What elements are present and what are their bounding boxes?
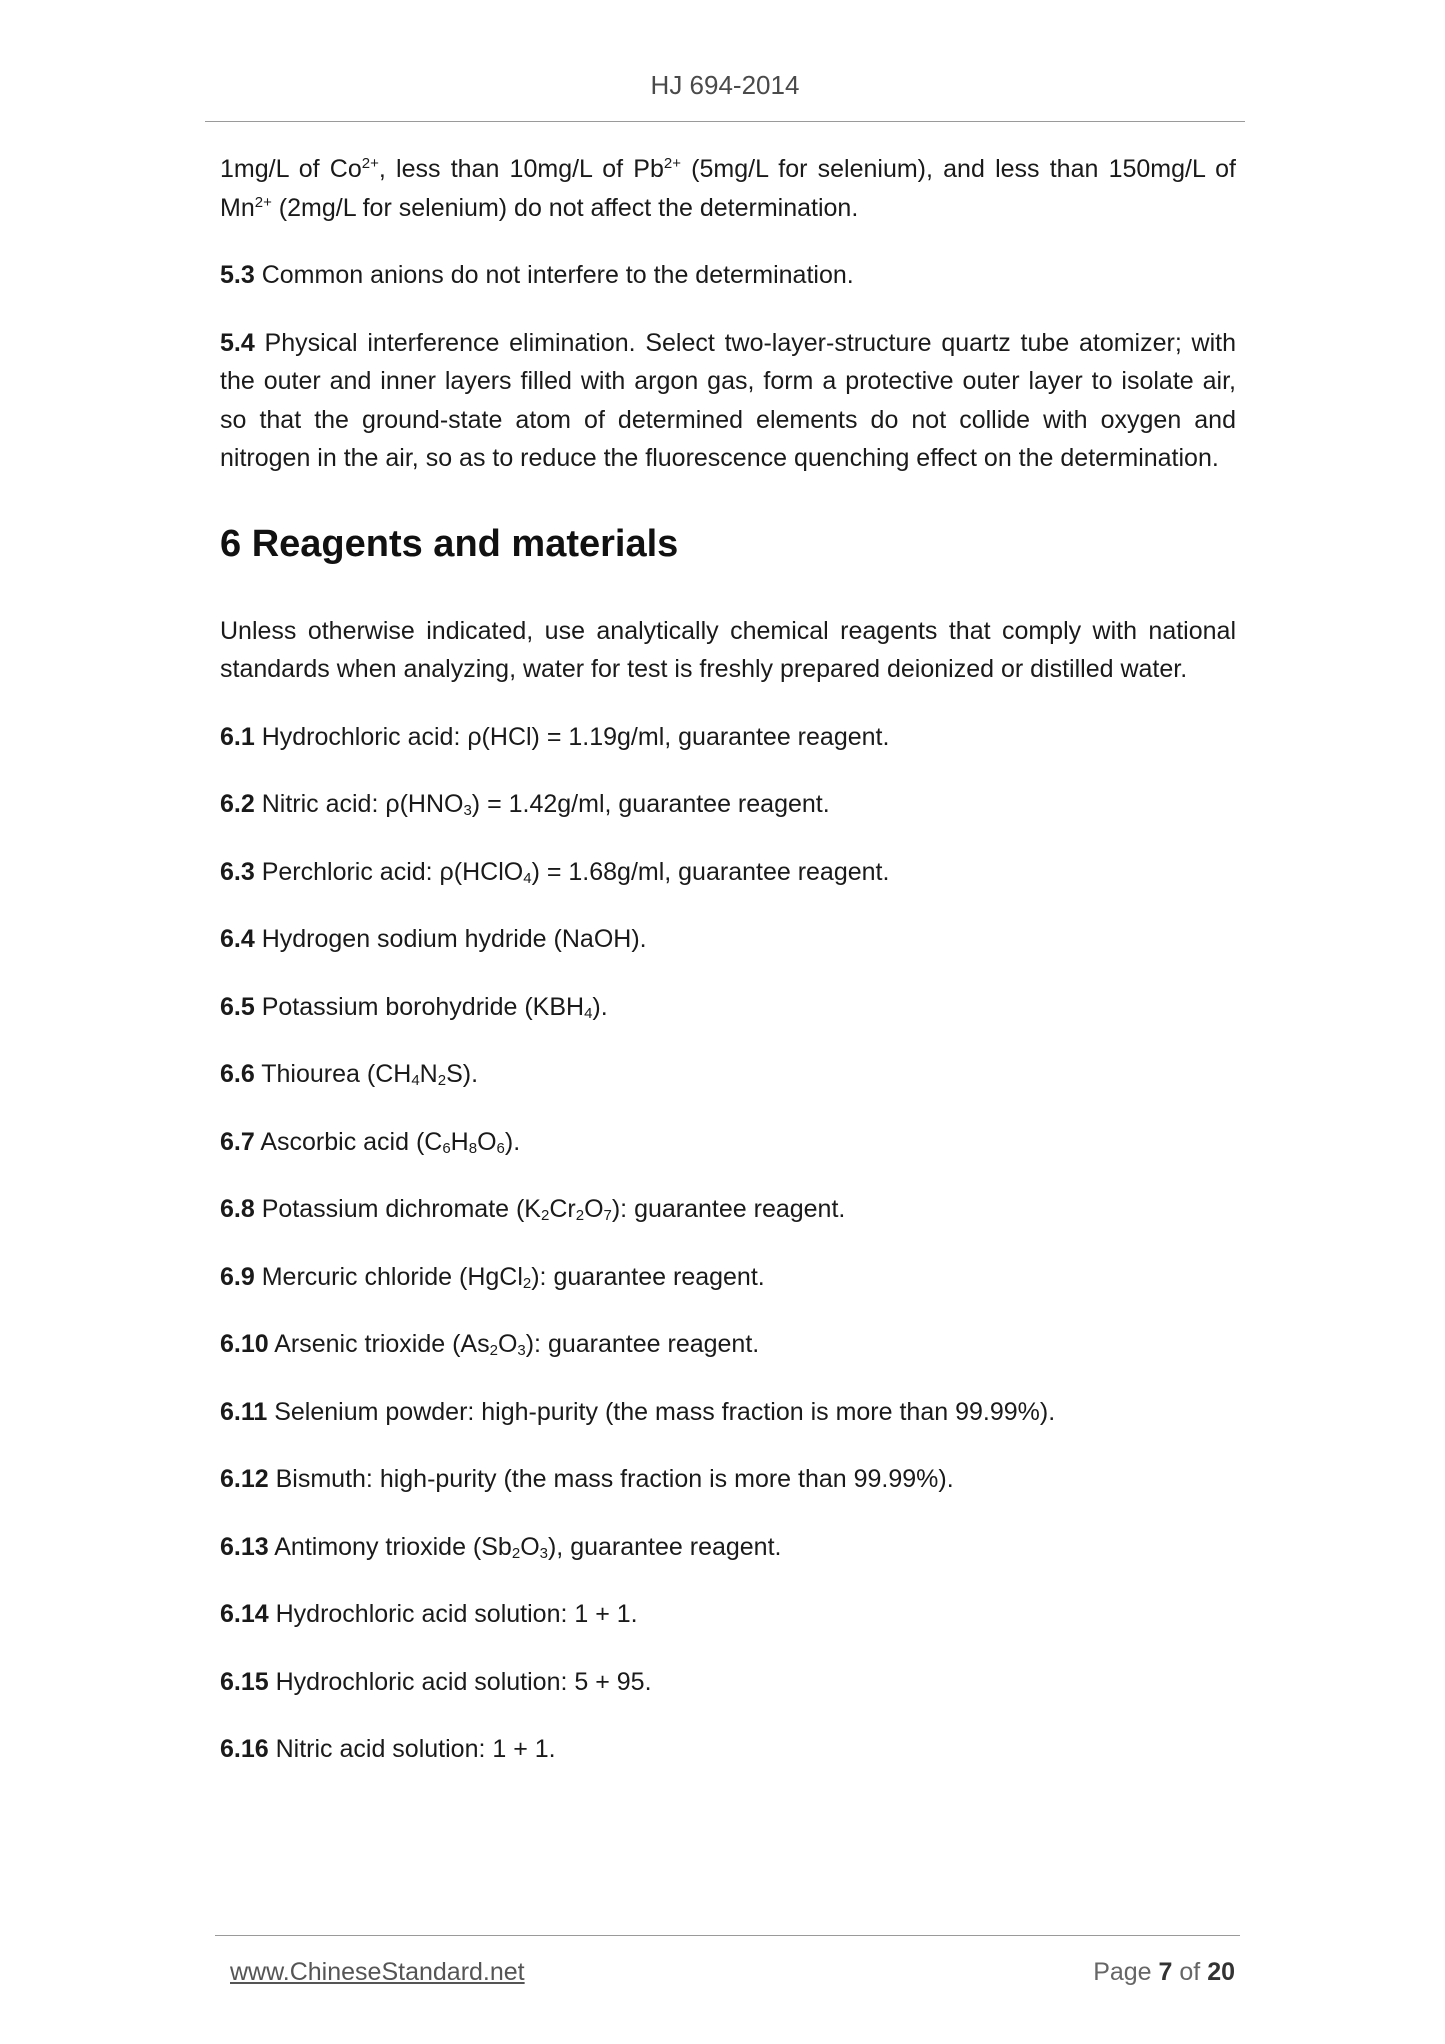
document-body xyxy=(220,150,1236,1798)
reagent-item-6-10: 6.10 Arsenic trioxide $(As_2O_3)$: guarantee reagent. xyxy=(220,1330,760,1359)
clause-5-3 xyxy=(220,256,1236,295)
header-divider xyxy=(205,121,1245,122)
current-page: 7 xyxy=(1158,1958,1173,1986)
section-6-intro: Unless otherwise indicated, use analytically chemical reagents that comply with national standards when analyzing, water for test is freshly prepared deionized or distilled water. xyxy=(220,616,1236,683)
website-link[interactable]: www.ChineseStandard.net xyxy=(230,1958,525,1986)
intro-paragraph: 1mg/L of $Co^{2+}$, less than 10mg/L of $Pb^{2+}$ (5mg/L for selenium), and less than 150mg/L of $Mn^{2+}$ (2mg/L for selenium) do not affect the determination. xyxy=(220,155,1236,222)
section-6-heading: 6 Reagents and materials xyxy=(220,522,679,565)
reagent-item-6-12: 6.12 Bismuth: high-purity (the mass fraction is more than 99.99%). xyxy=(220,1465,954,1493)
footer-divider xyxy=(215,1935,1240,1936)
reagent-item-6-5: 6.5 Potassium borohydride $(KBH_4)$. xyxy=(220,992,608,1022)
reagent-item-6-11: 6.11 Selenium powder: high-purity (the mass fraction is more than 99.99%). xyxy=(220,1397,1056,1426)
reagent-item-6-8: 6.8 Potassium dichromate $(K_2Cr_2O_7)$: guarantee reagent. xyxy=(220,1195,846,1224)
reagent-item-6-4: 6.4 Hydrogen sodium hydride (NaOH). xyxy=(220,925,647,953)
reagent-item-6-7: 6.7 Ascorbic acid $(C_6H_8O_6)$. xyxy=(220,1127,521,1157)
total-pages: 20 xyxy=(1207,1958,1235,1986)
clause-text: Physical interference elimination. Select two-layer-structure quartz tube atomizer; with the outer and inner layers filled with argon gas, form a protective outer layer to isolate air, so that the ground-state atom of determined elements do not collide with oxygen and nitrogen in the air, so as to reduce the fluorescence quenching effect on the determination. xyxy=(220,328,1236,472)
reagent-item-6-3: 6.3 Perchloric acid: ρ(HClO$_4$) = 1.68g/ml, guarantee reagent. xyxy=(220,857,890,887)
clause-text: Common anions do not interfere to the determination. xyxy=(254,261,854,289)
reagent-item-6-1: 6.1 Hydrochloric acid: ρ(HCl) = 1.19g/ml, guarantee reagent. xyxy=(220,722,890,751)
reagent-item-6-2: 6.2 Nitric acid: $\rho(HNO_3) = 1.42g/ml$, guarantee reagent. xyxy=(220,790,830,819)
clause-number: 5.3 xyxy=(220,261,255,289)
reagent-item-6-15: 6.15 Hydrochloric acid solution: 5 + 95. xyxy=(220,1667,652,1696)
clause-number: 5.4 xyxy=(220,328,255,357)
page-number: Page 7 of 20 xyxy=(1093,1958,1235,1986)
clause-5-4 xyxy=(220,324,1236,478)
reagent-item-6-16: 6.16 Nitric acid solution: 1 + 1. xyxy=(220,1735,556,1763)
reagent-item-6-9: 6.9 Mercuric chloride (HgCl$_2$): guarantee reagent. xyxy=(220,1262,765,1292)
reagent-item-6-6: 6.6 Thiourea $(CH_4N_2S)$. xyxy=(220,1060,479,1089)
reagent-item-6-14: 6.14 Hydrochloric acid solution: 1 + 1. xyxy=(220,1600,638,1628)
reagent-item-6-13: 6.13 Antimony trioxide $(Sb_2O_3)$, guarantee reagent. xyxy=(220,1532,782,1562)
page-header-title: HJ 694-2014 xyxy=(650,70,800,100)
